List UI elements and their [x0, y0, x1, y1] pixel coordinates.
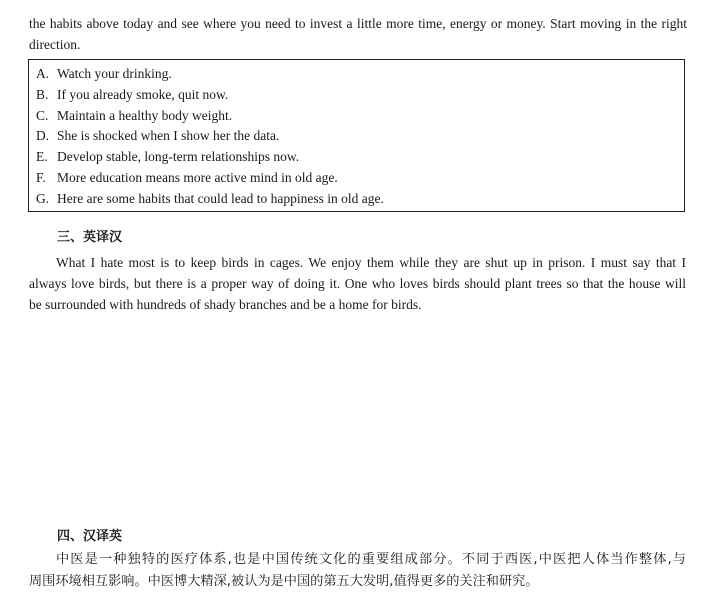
option-letter: E. — [36, 149, 48, 165]
option-a — [36, 64, 684, 85]
option-letter: B. — [36, 86, 49, 102]
option-text: She is shocked when I show her the data. — [57, 128, 280, 144]
option-f — [36, 168, 684, 189]
section-3-passage — [29, 252, 686, 315]
option-c — [36, 106, 684, 127]
option-text: Here are some habits that could lead to happiness in old age. — [57, 190, 384, 206]
option-letter: G. — [36, 190, 50, 206]
option-b — [36, 85, 684, 106]
section-3-title: 三、英译汉 — [57, 230, 123, 245]
intro-paragraph — [29, 13, 687, 55]
option-text: If you already smoke, quit now. — [57, 86, 229, 102]
option-text: More education means more active mind in old age. — [57, 169, 338, 185]
option-e — [36, 147, 684, 168]
intro-line-2: direction. — [29, 37, 81, 52]
option-letter: A. — [36, 66, 50, 81]
option-text: Maintain a healthy body weight. — [57, 107, 233, 123]
passage-line: be surrounded with hundreds of shady branches and be a home for birds. — [29, 297, 422, 312]
intro-line-1: the habits above today and see where you need to invest a little more time, energy or money. Start moving in the right — [29, 16, 687, 31]
option-g — [36, 189, 684, 210]
passage-line: always love birds, but there is a proper way of doing it. One who loves birds should plant trees so that the house will — [29, 276, 686, 291]
option-text: Develop stable, long-term relationships now. — [57, 149, 300, 165]
option-letter: F. — [36, 169, 46, 185]
option-letter: C. — [36, 107, 49, 123]
passage-line: 周围环境相互影响。中医博大精深,被认为是中国的第五大发明,值得更多的关注和研究。 — [29, 574, 539, 589]
option-d — [36, 126, 684, 147]
options-box — [28, 59, 685, 212]
option-text: Watch your drinking. — [57, 66, 172, 81]
section-4-passage — [29, 549, 686, 593]
section-4-title: 四、汉译英 — [57, 529, 123, 544]
passage-line: What I hate most is to keep birds in cages. We enjoy them while they are shut up in prison. I must say that I — [56, 255, 686, 270]
passage-line: 中医是一种独特的医疗体系,也是中国传统文化的重要组成部分。不同于西医,中医把人体当作整体,与 — [56, 552, 686, 567]
option-letter: D. — [36, 128, 50, 144]
